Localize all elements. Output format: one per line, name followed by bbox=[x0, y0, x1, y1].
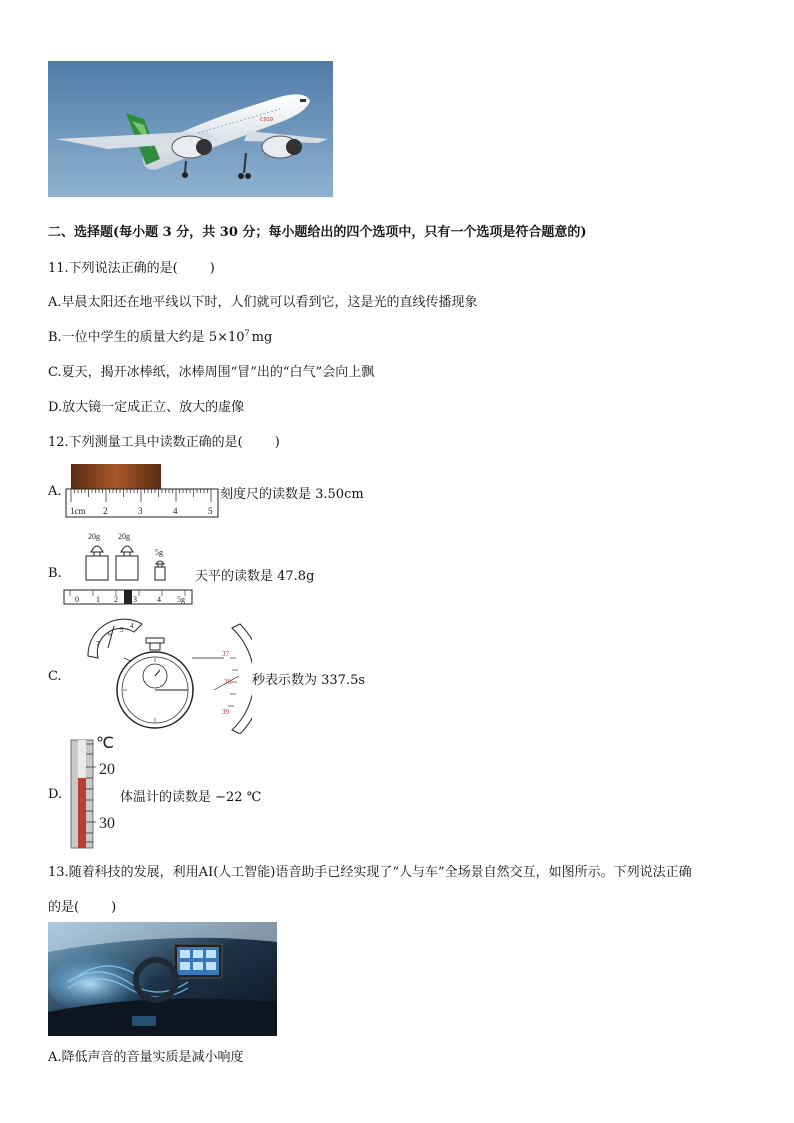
q11-stem bbox=[48, 257, 215, 276]
q12-stem-close: ) bbox=[274, 435, 280, 450]
q12-d-text: 体温计的读数是 −22 ℃ bbox=[120, 790, 262, 805]
q11-option-b-prefix: B.一位中学生的质量大约是 5×10 bbox=[48, 330, 245, 345]
ruler-tick-3: 3 bbox=[138, 506, 143, 516]
ruler-tick-2: 2 bbox=[103, 506, 108, 516]
balance-tick-3: 3 bbox=[133, 595, 137, 604]
balance-tick-4: 4 bbox=[157, 595, 161, 604]
small-dial-7: 7 bbox=[96, 640, 100, 648]
airplane-photo bbox=[48, 61, 333, 197]
q12-stem bbox=[48, 431, 280, 450]
balance-tick-1: 1 bbox=[96, 595, 100, 604]
big-dial-39: 39 bbox=[222, 708, 229, 716]
small-dial-5: 5 bbox=[120, 626, 124, 634]
thermo-30: 30 bbox=[99, 815, 115, 832]
q11-option-c: C.夏天，揭开冰棒纸，冰棒周围“冒”出的“白气”会向上飘 bbox=[48, 365, 375, 380]
q13-stem2-close: ) bbox=[111, 900, 117, 915]
big-dial-37: 37 bbox=[222, 650, 229, 658]
q11-stem-text: 11.下列说法正确的是( bbox=[48, 261, 178, 276]
weight-label-1: 20g bbox=[88, 532, 100, 541]
thermometer-figure bbox=[66, 734, 126, 850]
q11-option-b-unit: mg bbox=[251, 330, 273, 345]
q12-a-letter: A. bbox=[48, 484, 62, 499]
balance-tick-5: 5g bbox=[177, 595, 185, 604]
q12-d-letter: D. bbox=[48, 787, 63, 802]
small-dial-6: 6 bbox=[108, 630, 112, 638]
weight-label-2: 20g bbox=[118, 532, 130, 541]
q13-option-a: A.降低声音的音量实质是减小响度 bbox=[48, 1050, 244, 1065]
ruler-tick-1: 1cm bbox=[70, 506, 86, 516]
q11-stem-close: ) bbox=[209, 261, 215, 276]
ruler-tick-5: 5 bbox=[208, 506, 213, 516]
weights-figure bbox=[60, 530, 200, 610]
q12-b-text: 天平的读数是 47.8g bbox=[195, 569, 315, 584]
balance-tick-0: 0 bbox=[75, 595, 79, 604]
q11-option-b-exp: 7 bbox=[244, 328, 250, 338]
q12-c-text: 秒表示数为 337.5s bbox=[252, 673, 366, 688]
thermo-20: 20 bbox=[99, 761, 115, 778]
weight-label-3: 5g bbox=[155, 548, 163, 557]
q12-b-letter: B. bbox=[48, 566, 62, 581]
q13-stem2-text: 的是( bbox=[48, 900, 80, 915]
section-heading: 二、选择题(每小题 3 分，共 30 分；每小题给出的四个选项中，只有一个选项是符合题意的) bbox=[48, 225, 587, 240]
ruler-tick-4: 4 bbox=[173, 506, 178, 516]
q11-option-b bbox=[48, 326, 272, 345]
q11-option-d: D.放大镜一定成正立、放大的虚像 bbox=[48, 400, 245, 415]
thermo-unit: ℃ bbox=[96, 735, 114, 752]
small-dial-4: 4 bbox=[130, 622, 134, 630]
q11-option-a: A.早晨太阳还在地平线以下时，人们就可以看到它，这是光的直线传播现象 bbox=[48, 295, 478, 310]
big-dial-38: 38 bbox=[224, 678, 231, 686]
q12-stem-text: 12.下列测量工具中读数正确的是( bbox=[48, 435, 243, 450]
ruler-figure bbox=[62, 462, 222, 520]
stopwatch-figure bbox=[84, 618, 252, 734]
q12-a-text: 刻度尺的读数是 3.50cm bbox=[220, 487, 364, 502]
balance-tick-2: 2 bbox=[114, 595, 118, 604]
q13-stem: 13.随着科技的发展，利用AI(人工智能)语音助手已经实现了“人与车”全场景自然交互，如图所示。下列说法正确 bbox=[48, 865, 692, 880]
svg-text:C919: C919 bbox=[260, 117, 274, 123]
car-interior-photo bbox=[48, 922, 277, 1036]
q12-c-letter: C. bbox=[48, 669, 62, 684]
q13-stem-line2 bbox=[48, 896, 116, 915]
